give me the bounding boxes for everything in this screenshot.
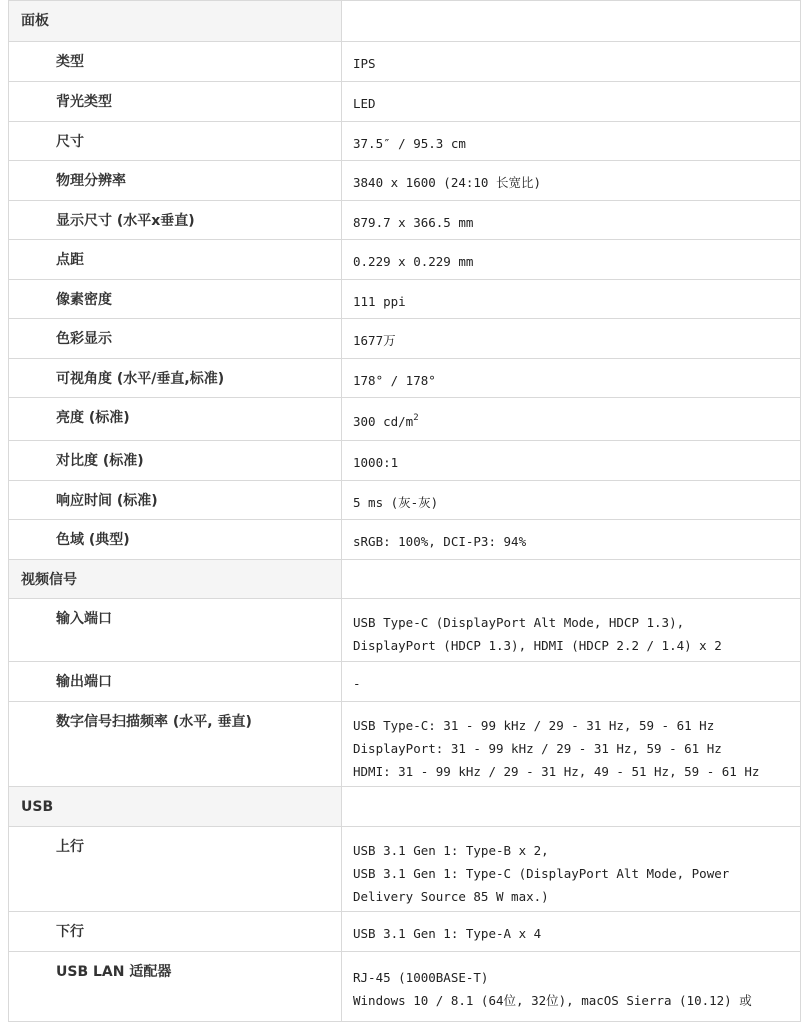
spec-row [9,42,801,82]
spec-label: 类型 [56,54,84,70]
spec-label: 输出端口 [56,674,112,690]
section-header [9,787,801,827]
spec-row [9,398,801,441]
spec-value: USB 3.1 Gen 1: Type-B x 2, USB 3.1 Gen 1: Type-C (DisplayPort Alt Mode, Power Delivery Source 85 W max.) [353,843,730,904]
spec-row [9,359,801,398]
spec-row [9,280,801,319]
spec-value: 879.7 x 366.5 mm [353,215,474,230]
spec-row [9,702,801,787]
spec-row [9,201,801,240]
spec-label: 对比度 (标准) [56,453,144,469]
spec-value: 0.229 x 0.229 mm [353,254,474,269]
spec-row [9,82,801,122]
section-title: 面板 [21,13,49,29]
spec-value: 1000:1 [353,455,399,470]
spec-label: 色彩显示 [56,331,112,347]
spec-row [9,520,801,560]
spec-label: 亮度 (标准) [56,410,130,426]
section-title: USB [21,799,54,815]
spec-label: 可视角度 (水平/垂直,标准) [56,371,225,387]
section-header [9,1,801,42]
section-header [9,560,801,599]
spec-value: USB 3.1 Gen 1: Type-A x 4 [353,926,542,941]
spec-row [9,319,801,359]
spec-row [9,441,801,481]
spec-row [9,599,801,662]
spec-value: 1677万 [353,333,396,348]
spec-row [9,161,801,201]
spec-row [9,122,801,161]
superscript: 2 [413,413,419,423]
spec-value: RJ-45 (1000BASE-T) Windows 10 / 8.1 (64位, 32位), macOS Sierra (10.12) 或 [353,970,752,1008]
spec-value: 5 ms (灰-灰) [353,495,439,510]
spec-row [9,827,801,912]
spec-value: USB Type-C (DisplayPort Alt Mode, HDCP 1.3), DisplayPort (HDCP 1.3), HDMI (HDCP 2.2 / 1.4) x 2 [353,615,722,653]
spec-label: 输入端口 [56,611,112,627]
spec-value [342,398,800,433]
spec-value: sRGB: 100%, DCI-P3: 94% [353,534,527,549]
brightness-value: 300 cd/m [353,414,414,429]
spec-row [9,912,801,952]
spec-value: 37.5″ / 95.3 cm [353,136,466,151]
spec-table [8,0,801,1022]
spec-label: 物理分辨率 [56,173,126,189]
spec-value: 178° / 178° [353,373,436,388]
spec-row [9,240,801,280]
spec-value: 111 ppi [353,294,406,309]
spec-label: 背光类型 [56,94,112,110]
spec-label: 点距 [56,252,84,268]
spec-label: 像素密度 [56,292,112,308]
spec-label: 尺寸 [56,134,84,150]
spec-label: USB LAN 适配器 [56,964,172,980]
spec-label: 上行 [56,839,84,855]
spec-label: 显示尺寸 (水平x垂直) [56,213,195,229]
spec-row [9,952,801,1022]
spec-value: IPS [353,56,376,71]
spec-row [9,481,801,520]
spec-label: 色域 (典型) [56,532,130,548]
spec-value: USB Type-C: 31 - 99 kHz / 29 - 31 Hz, 59 - 61 Hz DisplayPort: 31 - 99 kHz / 29 - 31 Hz, 59 - 61 Hz HDMI: 31 - 99 kHz / 29 - 31 Hz, 49 - 51 Hz, 59 - 61 Hz [353,718,760,779]
section-title: 视频信号 [21,572,77,588]
spec-value: 3840 x 1600 (24:10 长宽比) [353,175,542,190]
spec-row [9,662,801,702]
spec-label: 数字信号扫描频率 (水平, 垂直) [56,714,252,730]
spec-value: - [353,676,361,691]
spec-label: 响应时间 (标准) [56,493,158,509]
spec-value: LED [353,96,376,111]
spec-label: 下行 [56,924,84,940]
